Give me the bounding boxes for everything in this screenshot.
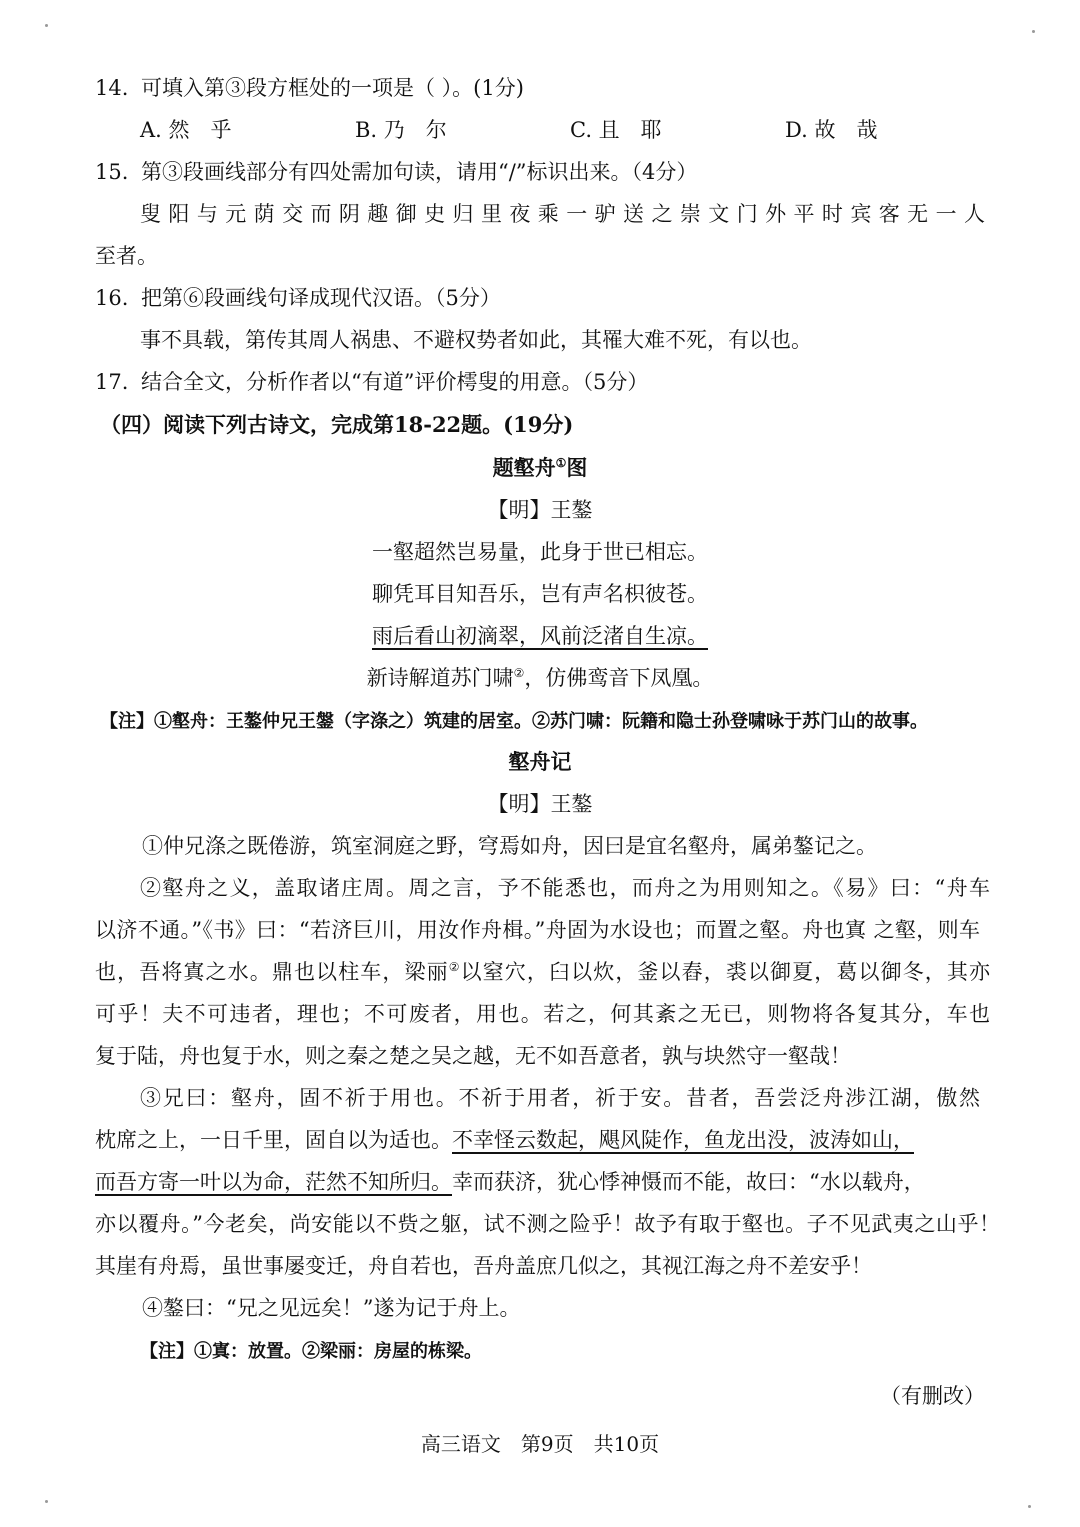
essay-paragraph-2-line: 复于陆，舟也复于水，则之秦之楚之吴之越，无不如吾意者，孰与块然守一壑哉！ <box>95 1044 851 1068</box>
question-text: 把第⑥段画线句译成现代汉语。（5分） <box>141 286 501 310</box>
question-17 <box>95 366 648 398</box>
option-b: B. 乃 尔 <box>355 118 447 142</box>
essay-paragraph-3-line: 而吾方寄一叶以为命，茫然不知所归。幸而获济，犹心悸神慑而不能，故曰：“水以载舟， <box>95 1170 925 1194</box>
poem-line: 新诗解道苏门啸②，仿佛鸾音下凤凰。 <box>366 666 714 690</box>
option-c: C. 且 耶 <box>570 118 662 142</box>
essay-paragraph-3-line: 其崖有舟焉，虽世事屡变迁，舟自若也，吾舟盖庶几似之，其视江海之舟不差安乎！ <box>95 1254 872 1278</box>
question-15-passage-line: 至者。 <box>95 244 158 268</box>
scan-speck <box>1032 30 1035 33</box>
essay-paragraph-2-line: 也，吾将寘之水。鼎也以柱车，梁丽②以窒穴，臼以炊，釜以舂，裘以御夏，葛以御冬，其亦 <box>95 960 991 984</box>
question-number: 16. <box>95 286 129 310</box>
poem-line: 聊凭耳目知吾乐，岂有声名枳彼苍。 <box>372 582 708 606</box>
poem-title: 题壑舟①图 <box>492 455 588 480</box>
revision-note: （有删改） <box>880 1384 985 1408</box>
option-a: A. 然 乎 <box>140 118 232 142</box>
question-14-options <box>140 114 1000 146</box>
essay-paragraph-4: ④鏊曰：“兄之见远矣！”遂为记于舟上。 <box>142 1296 521 1320</box>
essay-paragraph-3-line: 亦以覆舟。”今老矣，尚安能以不赀之躯，试不测之险乎！故予有取于壑也。子不见武夷之山乎！ <box>95 1212 1000 1236</box>
scan-speck <box>1028 1505 1031 1508</box>
question-16-sentence: 事不具载，第传其周人祸患、不避权势者如此，其罹大难不死，有以也。 <box>140 328 812 352</box>
option-d: D. 故 哉 <box>785 118 878 142</box>
question-text: 第③段画线部分有四处需加句读，请用“/”标识出来。（4分） <box>141 160 698 184</box>
question-number: 17. <box>95 370 129 394</box>
essay-author: 【明】王鏊 <box>487 792 593 816</box>
essay-paragraph-3-line: 枕席之上，一日千里，固自以为适也。不幸怪云数起，飓风陡作，鱼龙出没，波涛如山， <box>95 1128 914 1152</box>
question-14 <box>95 72 524 104</box>
essay-paragraph-3-line: ③兄曰：壑舟，固不祈于用也。不祈于用者，祈于安。昔者，吾尝泛舟涉江湖，傲然 <box>140 1086 980 1110</box>
scan-speck <box>45 1500 48 1503</box>
question-15-passage-line: 叟阳与元荫交而阴趣御史归里夜乘一驴送之崇文门外平时宾客无一人 <box>140 202 985 226</box>
poem-note: 【注】①壑舟：王鏊仲兄王鎜（字涤之）筑建的居室。②苏门啸：阮籍和隐士孙登啸咏于苏门山的故事。 <box>100 711 928 732</box>
poem-author: 【明】王鏊 <box>487 498 593 522</box>
question-16 <box>95 282 501 314</box>
essay-paragraph-1: ①仲兄涤之既倦游，筑室洞庭之野，穹焉如舟，因曰是宜名壑舟，属弟鏊记之。 <box>142 834 877 858</box>
essay-title: 壑舟记 <box>508 749 572 774</box>
essay-paragraph-2-line: 以济不通。”《书》曰：“若济巨川，用汝作舟楫。”舟固为水设也；而置之壑。舟也寘 之壑，则车 <box>95 918 980 942</box>
question-number: 14. <box>95 76 129 100</box>
question-number: 15. <box>95 160 129 184</box>
page-footer: 高三语文 第9页 共10页 <box>420 1432 660 1456</box>
poem-line-underlined: 雨后看山初滴翠，风前泛渚自生凉。 <box>372 624 708 648</box>
essay-note: 【注】①寘：放置。②梁丽：房屋的栋梁。 <box>140 1341 482 1362</box>
question-15 <box>95 156 697 188</box>
essay-paragraph-2-line: 可乎！夫不可违者，理也；不可废者，用也。若之，何其紊之无已，则物将各复其分，车也 <box>95 1002 990 1026</box>
poem-line: 一壑超然岂易量，此身于世已相忘。 <box>372 540 708 564</box>
scan-speck <box>45 24 48 27</box>
question-text: 可填入第③段方框处的一项是（ ）。(1分) <box>141 76 524 100</box>
essay-paragraph-2-line: ②壑舟之义，盖取诸庄周。周之言，予不能悉也，而舟之为用则知之。《易》曰：“舟车 <box>140 876 990 900</box>
section-heading: （四）阅读下列古诗文，完成第18-22题。(19分) <box>100 412 574 437</box>
question-text: 结合全文，分析作者以“有道”评价樗叟的用意。（5分） <box>141 370 649 394</box>
